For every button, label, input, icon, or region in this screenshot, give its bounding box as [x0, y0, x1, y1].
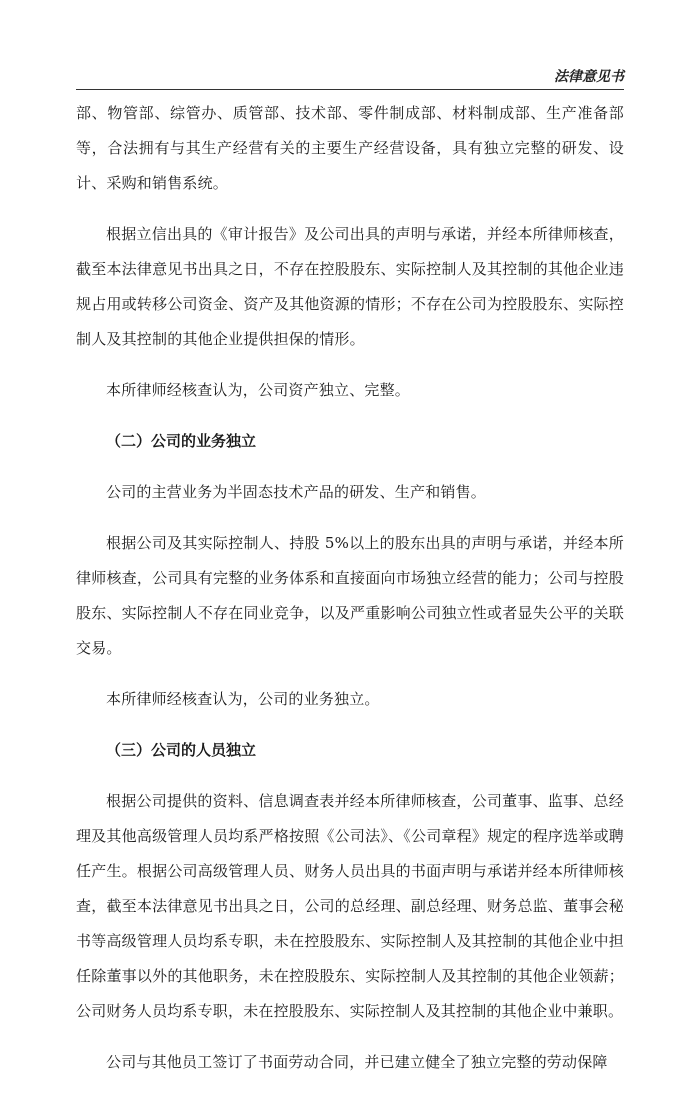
page-header — [76, 62, 624, 90]
section-heading-business: （二）公司的业务独立 — [106, 432, 257, 450]
header-title: 法律意见书 — [554, 69, 624, 85]
paragraph-main-business: 公司的主营业务为半固态技术产品的研发、生产和销售。 — [106, 483, 487, 501]
paragraph-business-declaration: 根据公司及其实际控制人、持股 5%以上的股东出具的声明与承诺，并经本所律师核查，公司具有完整的业务体系和直接面向市场独立经营的能力；公司与控股股东、实际控制人不存在同业竞争，以及严重影响公司独立性或者显失公平的关联交易。 — [76, 534, 624, 657]
paragraph-continuation: 部、物管部、综管办、质管部、技术部、零件制成部、材料制成部、生产准备部等，合法拥有与其生产经营有关的主要生产经营设备，具有独立完整的研发、设计、采购和销售系统。 — [76, 104, 624, 192]
paragraph-personnel-review: 根据公司提供的资料、信息调查表并经本所律师核查，公司董事、监事、总经理及其他高级管理人员均系严格按照《公司法》、《公司章程》规定的程序选举或聘任产生。根据公司高级管理人员、财务人员出具的书面声明与承诺并经本所律师核查，截至本法律意见书出具之日，公司的总经理、副总经理、财务总监、董事会秘书等高级管理人员均系专职，未在控股股东、实际控制人及其控制的其他企业中担任除董事以外的其他职务，未在控股股东、实际控制人及其控制的其他企业领薪；公司财务人员均系专职，未在控股股东、实际控制人及其控制的其他企业中兼职。 — [76, 792, 624, 1020]
header-rule — [76, 89, 624, 90]
paragraph-labor-contract: 公司与其他员工签订了书面劳动合同，并已建立健全了独立完整的劳动保障 — [106, 1053, 608, 1071]
section-heading-personnel: （三）公司的人员独立 — [106, 741, 257, 759]
paragraph-asset-conclusion: 本所律师经核查认为，公司资产独立、完整。 — [106, 381, 411, 399]
document-body — [76, 96, 624, 1080]
paragraph-business-conclusion: 本所律师经核查认为，公司的业务独立。 — [106, 690, 380, 708]
paragraph-audit-report: 根据立信出具的《审计报告》及公司出具的声明与承诺，并经本所律师核查，截至本法律意见书出具之日，不存在控股股东、实际控制人及其控制的其他企业违规占用或转移公司资金、资产及其他资源的情形；不存在公司为控股股东、实际控制人及其控制的其他企业提供担保的情形。 — [76, 225, 624, 348]
